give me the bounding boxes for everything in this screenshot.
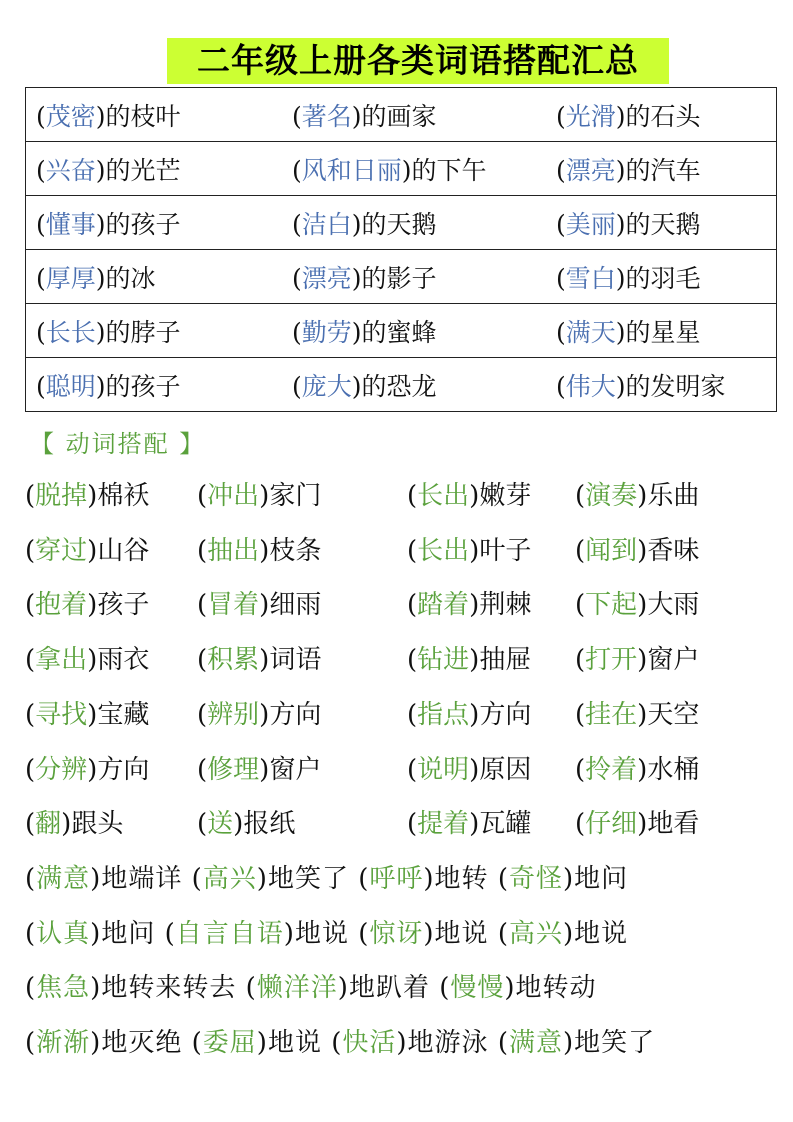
phrase-suffix: 的恐龙: [361, 371, 437, 401]
filled-word: 分辨: [35, 754, 88, 785]
phrase-suffix: 的影子: [361, 263, 437, 293]
filled-word: 拎着: [585, 754, 638, 785]
verb-phrase: (长出)叶子: [407, 535, 532, 566]
verb-phrase: (拎着)水桶: [575, 754, 700, 785]
filled-word: 聪明: [45, 371, 96, 401]
verb-phrase: (挂在)天空: [575, 699, 700, 730]
filled-word: 下起: [585, 590, 638, 621]
adjective-phrase: (庞大)的恐龙: [292, 371, 437, 401]
filled-word: 冒着: [207, 590, 260, 621]
filled-word: 自言自语: [175, 918, 284, 949]
phrase-suffix: 家门: [269, 481, 322, 511]
phrase-suffix: 方向: [479, 699, 532, 730]
phrase-suffix: 的天鹅: [361, 209, 437, 239]
filled-word: 洁白: [301, 209, 352, 239]
filled-word: 长出: [417, 535, 470, 566]
table-cell: [546, 142, 777, 196]
adjective-phrase: (勤劳)的蜜蜂: [292, 317, 437, 347]
table-cell: [282, 142, 546, 196]
adverb-phrase: (满意)地笑了: [497, 1028, 656, 1059]
verb-phrase: (修理)窗户: [197, 754, 322, 785]
adjective-phrase: (洁白)的天鹅: [292, 209, 437, 239]
phrase-suffix: 地说: [434, 918, 489, 949]
filled-word: 认真: [36, 918, 91, 949]
filled-word: 抽出: [207, 535, 260, 566]
verb-section-title: 【 动词搭配 】: [30, 430, 206, 458]
adverb-phrase: (惊讶)地说: [358, 918, 489, 949]
filled-word: 懂事: [45, 209, 96, 239]
phrase-suffix: 的画家: [361, 101, 437, 131]
filled-word: 送: [207, 809, 234, 840]
filled-word: 快活: [342, 1028, 397, 1059]
filled-word: 修理: [207, 754, 260, 785]
phrase-suffix: 的冰: [105, 263, 156, 293]
phrase-suffix: 地说: [294, 918, 349, 949]
table-row: [26, 142, 777, 196]
filled-word: 踏着: [417, 590, 470, 621]
verb-phrase: (演奏)乐曲: [575, 481, 700, 511]
table-cell: [26, 304, 283, 358]
phrase-suffix: 地灭绝: [101, 1028, 183, 1059]
phrase-suffix: 的天鹅: [625, 209, 701, 239]
filled-word: 长长: [45, 317, 96, 347]
verb-phrase: (送)报纸: [197, 809, 296, 840]
phrase-suffix: 的枝叶: [105, 101, 181, 131]
adjective-phrase: (著名)的画家: [292, 101, 437, 131]
phrase-suffix: 的光芒: [105, 155, 181, 185]
adjective-phrase: (茂密)的枝叶: [36, 101, 181, 131]
adjective-phrase: (懂事)的孩子: [36, 209, 181, 239]
adverb-row: [25, 913, 628, 953]
phrase-suffix: 的孩子: [105, 209, 181, 239]
filled-word: 满意: [508, 1028, 563, 1059]
phrase-suffix: 荆棘: [479, 590, 532, 621]
phrase-suffix: 大雨: [647, 590, 700, 621]
verb-phrase: (冲出)家门: [197, 481, 322, 511]
adverb-phrase: (高兴)地笑了: [191, 864, 349, 894]
table-cell: [282, 304, 546, 358]
phrase-suffix: 地说: [267, 1028, 322, 1059]
adjective-phrase: (风和日丽)的下午: [292, 155, 487, 185]
filled-word: 提着: [417, 809, 470, 840]
phrase-suffix: 的羽毛: [625, 263, 701, 293]
verb-phrase: (穿过)山谷: [25, 535, 150, 566]
adverb-phrase: (渐渐)地灭绝: [25, 1028, 183, 1059]
filled-word: 漂亮: [565, 155, 616, 185]
phrase-suffix: 的发明家: [625, 371, 726, 401]
verb-phrase: (积累)词语: [197, 645, 322, 676]
adjective-phrase: (漂亮)的影子: [292, 263, 437, 293]
adjective-table: [25, 87, 777, 412]
filled-word: 勤劳: [301, 317, 352, 347]
table-cell: [282, 250, 546, 304]
verb-phrase: (分辨)方向: [25, 754, 150, 785]
filled-word: 焦急: [36, 973, 91, 1004]
verb-phrase: (长出)嫩芽: [407, 481, 532, 511]
filled-word: 雪白: [565, 263, 616, 293]
adjective-phrase: (伟大)的发明家: [556, 371, 726, 401]
filled-word: 委屈: [202, 1028, 257, 1059]
adjective-phrase: (满天)的星星: [556, 317, 701, 347]
filled-word: 光滑: [565, 101, 616, 131]
phrase-suffix: 地趴着: [348, 973, 430, 1004]
adverb-phrase: (自言自语)地说: [164, 918, 349, 949]
page-title: 二年级上册各类词语搭配汇总: [167, 38, 669, 84]
filled-word: 寻找: [35, 699, 88, 730]
phrase-suffix: 嫩芽: [479, 481, 532, 511]
phrase-suffix: 乐曲: [647, 481, 700, 511]
filled-word: 著名: [301, 101, 352, 131]
adverb-phrase: (奇怪)地问: [497, 864, 629, 894]
filled-word: 懒洋洋: [256, 973, 338, 1004]
phrase-suffix: 宝藏: [97, 699, 150, 730]
adjective-phrase: (漂亮)的汽车: [556, 155, 701, 185]
filled-word: 惊讶: [369, 918, 424, 949]
adverb-phrase: (委屈)地说: [191, 1028, 322, 1059]
phrase-suffix: 香味: [647, 535, 700, 566]
table-cell: [282, 88, 546, 142]
table-cell: [546, 196, 777, 250]
filled-word: 厚厚: [45, 263, 96, 293]
filled-word: 长出: [417, 481, 470, 511]
phrase-suffix: 细雨: [269, 590, 322, 621]
phrase-suffix: 地笑了: [267, 864, 349, 894]
adverb-phrase: (呼呼)地转: [358, 864, 489, 894]
table-row: [26, 304, 777, 358]
phrase-suffix: 天空: [647, 699, 700, 730]
filled-word: 穿过: [35, 535, 88, 566]
filled-word: 说明: [417, 754, 470, 785]
verb-phrase: (指点)方向: [407, 699, 532, 730]
filled-word: 美丽: [565, 209, 616, 239]
verb-phrase: (抽出)枝条: [197, 535, 322, 566]
table-cell: [546, 358, 777, 412]
filled-word: 满意: [36, 864, 91, 894]
filled-word: 冲出: [207, 481, 260, 511]
adverb-row: [25, 858, 628, 898]
filled-word: 渐渐: [36, 1028, 91, 1059]
phrase-suffix: 抽屉: [479, 645, 532, 676]
phrase-suffix: 的汽车: [625, 155, 701, 185]
filled-word: 伟大: [565, 371, 616, 401]
verb-phrase: (踏着)荆棘: [407, 590, 532, 621]
filled-word: 风和日丽: [301, 155, 402, 185]
phrase-suffix: 雨衣: [97, 645, 150, 676]
filled-word: 奇怪: [508, 864, 563, 894]
phrase-suffix: 叶子: [479, 535, 532, 566]
table-row: [26, 250, 777, 304]
table-cell: [282, 358, 546, 412]
filled-word: 拿出: [35, 645, 88, 676]
adverb-phrase: (快活)地游泳: [331, 1028, 489, 1059]
verb-phrase: (寻找)宝藏: [25, 699, 150, 730]
phrase-suffix: 窗户: [647, 645, 700, 676]
filled-word: 钻进: [417, 645, 470, 676]
filled-word: 抱着: [35, 590, 88, 621]
adverb-phrase: (高兴)地说: [497, 918, 629, 949]
filled-word: 高兴: [202, 864, 257, 894]
verb-phrase: (辨别)方向: [197, 699, 322, 730]
verb-phrase: (下起)大雨: [575, 590, 700, 621]
phrase-suffix: 的蜜蜂: [361, 317, 437, 347]
phrase-suffix: 瓦罐: [479, 809, 532, 840]
adverb-phrase: (慢慢)地转动: [439, 973, 597, 1004]
table-row: [26, 88, 777, 142]
filled-word: 慢慢: [450, 973, 505, 1004]
phrase-suffix: 地游泳: [407, 1028, 489, 1059]
table-cell: [26, 250, 283, 304]
adjective-phrase: (光滑)的石头: [556, 101, 701, 131]
table-cell: [546, 88, 777, 142]
adverb-row: [25, 1022, 655, 1062]
phrase-suffix: 窗户: [269, 754, 322, 785]
filled-word: 满天: [565, 317, 616, 347]
adverb-row: [25, 967, 597, 1007]
adjective-phrase: (美丽)的天鹅: [556, 209, 701, 239]
verb-phrase: (仔细)地看: [575, 809, 700, 840]
adjective-phrase: (兴奋)的光芒: [36, 155, 181, 185]
table-row: [26, 358, 777, 412]
verb-phrase: (抱着)孩子: [25, 590, 150, 621]
phrase-suffix: 的星星: [625, 317, 701, 347]
phrase-suffix: 地说: [574, 918, 629, 949]
table-row: [26, 196, 777, 250]
phrase-suffix: 水桶: [647, 754, 700, 785]
verb-phrase: (打开)窗户: [575, 645, 700, 676]
table-cell: [26, 196, 283, 250]
adverb-phrase: (懒洋洋)地趴着: [245, 973, 430, 1004]
filled-word: 茂密: [45, 101, 96, 131]
filled-word: 打开: [585, 645, 638, 676]
table-cell: [546, 304, 777, 358]
table-cell: [26, 142, 283, 196]
phrase-suffix: 的石头: [625, 101, 701, 131]
adverb-phrase: (认真)地问: [25, 918, 156, 949]
table-cell: [26, 358, 283, 412]
adjective-phrase: (长长)的脖子: [36, 317, 181, 347]
filled-word: 兴奋: [45, 155, 96, 185]
phrase-suffix: 地转动: [515, 973, 597, 1004]
verb-phrase: (闻到)香味: [575, 535, 700, 566]
adjective-phrase: (雪白)的羽毛: [556, 263, 701, 293]
filled-word: 漂亮: [301, 263, 352, 293]
verb-phrase: (拿出)雨衣: [25, 645, 150, 676]
phrase-suffix: 方向: [269, 699, 322, 730]
filled-word: 辨别: [207, 699, 260, 730]
phrase-suffix: 的脖子: [105, 317, 181, 347]
verb-phrase: (翻)跟头: [25, 809, 124, 840]
phrase-suffix: 地转: [434, 864, 489, 894]
verb-phrase: (说明)原因: [407, 754, 532, 785]
filled-word: 翻: [35, 809, 62, 840]
adjective-phrase: (厚厚)的冰: [36, 263, 156, 293]
filled-word: 闻到: [585, 535, 638, 566]
phrase-suffix: 地端详: [101, 864, 183, 894]
filled-word: 庞大: [301, 371, 352, 401]
adjective-phrase: (聪明)的孩子: [36, 371, 181, 401]
adverb-phrase: (焦急)地转来转去: [25, 973, 237, 1004]
verb-phrase: (冒着)细雨: [197, 590, 322, 621]
table-cell: [282, 196, 546, 250]
filled-word: 呼呼: [369, 864, 424, 894]
filled-word: 挂在: [585, 699, 638, 730]
phrase-suffix: 原因: [479, 754, 532, 785]
phrase-suffix: 报纸: [243, 809, 296, 840]
filled-word: 高兴: [508, 918, 563, 949]
phrase-suffix: 词语: [269, 645, 322, 676]
phrase-suffix: 山谷: [97, 535, 150, 566]
table-cell: [26, 88, 283, 142]
verb-phrase: (钻进)抽屉: [407, 645, 532, 676]
filled-word: 仔细: [585, 809, 638, 840]
verb-phrase: (提着)瓦罐: [407, 809, 532, 840]
phrase-suffix: 跟头: [71, 809, 124, 840]
filled-word: 指点: [417, 699, 470, 730]
filled-word: 积累: [207, 645, 260, 676]
phrase-suffix: 棉袄: [97, 481, 150, 511]
filled-word: 脱掉: [35, 481, 88, 511]
phrase-suffix: 地笑了: [574, 1028, 656, 1059]
phrase-suffix: 地看: [647, 809, 700, 840]
phrase-suffix: 的下午: [411, 155, 487, 185]
phrase-suffix: 地问: [101, 918, 156, 949]
phrase-suffix: 地转来转去: [101, 973, 237, 1004]
phrase-suffix: 地问: [574, 864, 629, 894]
phrase-suffix: 方向: [97, 754, 150, 785]
filled-word: 演奏: [585, 481, 638, 511]
phrase-suffix: 枝条: [269, 535, 322, 566]
phrase-suffix: 孩子: [97, 590, 150, 621]
verb-phrase: (脱掉)棉袄: [25, 481, 150, 511]
adverb-phrase: (满意)地端详: [25, 864, 183, 894]
phrase-suffix: 的孩子: [105, 371, 181, 401]
table-cell: [546, 250, 777, 304]
